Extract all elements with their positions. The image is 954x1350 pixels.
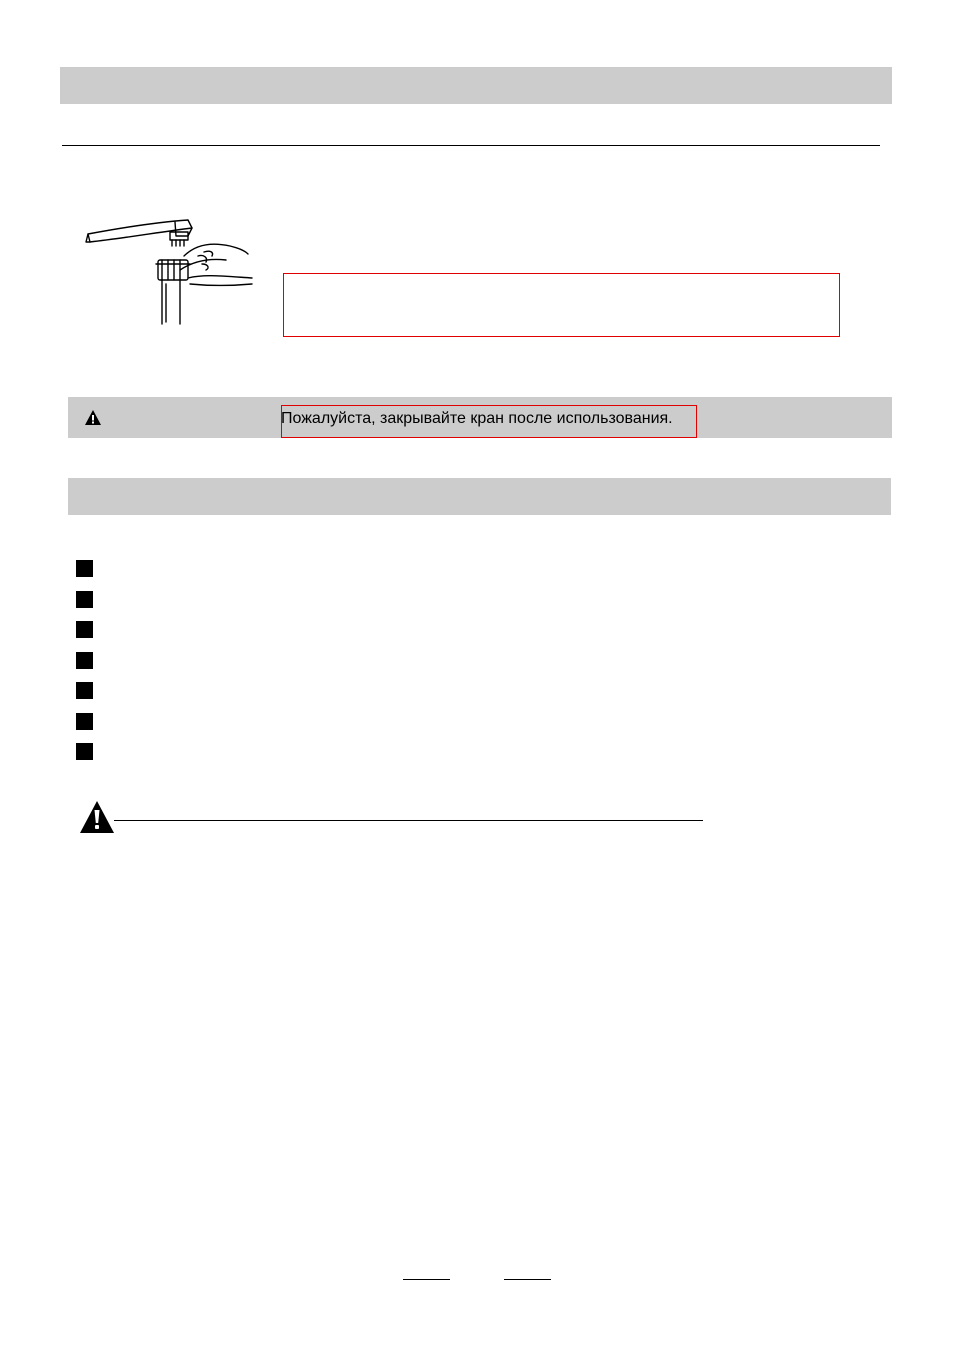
list-bullet <box>76 621 93 638</box>
list-bullet <box>76 652 93 669</box>
faucet-hose-connection-icon <box>80 212 260 328</box>
highlight-box-empty <box>283 273 840 337</box>
list-bullet <box>76 682 93 699</box>
list-bullet <box>76 713 93 730</box>
exclamation-triangle-icon <box>79 800 115 834</box>
section-header-bar-top <box>60 67 892 104</box>
warning-text: Пожалуйста, закрывайте кран после использования. <box>281 410 673 427</box>
section-header-bar-second <box>68 478 891 515</box>
warning-triangle-icon <box>84 409 102 426</box>
footer-line-right <box>504 1279 551 1280</box>
list-bullet <box>76 560 93 577</box>
list-bullet <box>76 591 93 608</box>
caution-underline <box>114 820 703 821</box>
footer-line-left <box>403 1279 450 1280</box>
top-divider <box>62 145 880 146</box>
list-bullet <box>76 743 93 760</box>
